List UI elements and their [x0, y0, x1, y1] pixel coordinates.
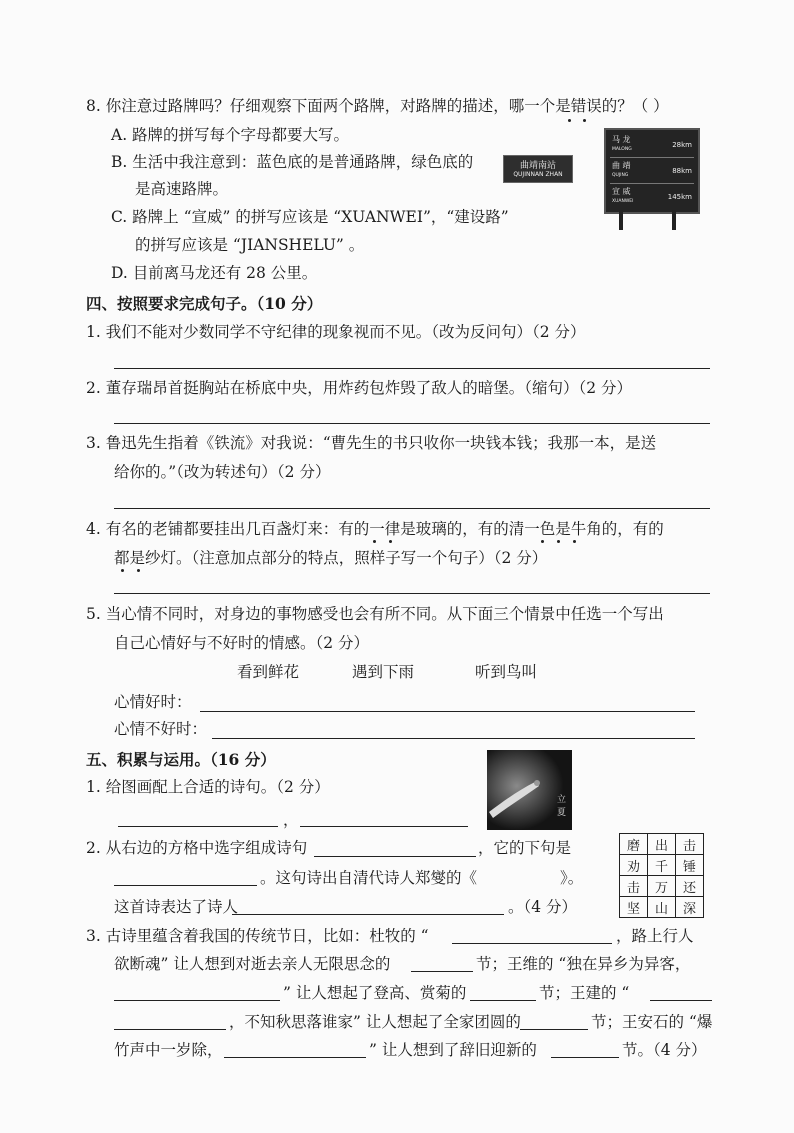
sec5-q3-part4: 节；王维的 “独在异乡为异客，	[476, 955, 691, 973]
sign-place-pinyin: MALONG	[612, 147, 632, 152]
answer-line[interactable]	[118, 826, 278, 827]
emphasis-dot	[389, 540, 392, 543]
q8-option-d: D. 目前离马龙还有 28 公里。	[111, 264, 318, 282]
grid-cell[interactable]: 千	[648, 855, 676, 876]
sec4-q3-line1: 3. 鲁迅先生指着《铁流》对我说：“曹先生的书只收你一块钱本钱；我那一本，是送	[86, 434, 657, 452]
grid-row	[620, 834, 704, 855]
scene-option: 遇到下雨	[352, 663, 415, 681]
answer-line[interactable]	[212, 738, 695, 739]
sign-distance: 88km	[672, 167, 692, 175]
sec5-q2-part4: 》。	[560, 869, 584, 887]
sec4-q5-line2: 自己心情好与不好时的情感。（2 分）	[114, 634, 370, 652]
sec5-q3-part11: 节。（4 分）	[622, 1041, 707, 1059]
answer-line[interactable]	[114, 1029, 226, 1030]
sec5-q3-part3: 欲断魂” 让人想到对逝去亲人无限思念的	[114, 955, 391, 973]
grid-cell[interactable]: 深	[676, 897, 704, 918]
answer-line[interactable]	[114, 508, 710, 509]
q8-stem: 8. 你注意过路牌吗？仔细观察下面两个路牌，对路牌的描述，哪一个是错误的？（ ）	[86, 97, 669, 115]
sec5-q2-part2: ，它的下句是	[478, 839, 572, 857]
poem-photo	[487, 750, 572, 830]
sec4-q3-line2: 给你的。”（改为转述句）（2 分）	[114, 463, 331, 481]
sign-place-pinyin: QUJING	[612, 173, 629, 178]
emphasis-dot	[573, 540, 576, 543]
sec5-q2-part1: 2. 从右边的方格中选字组成诗句	[86, 839, 308, 857]
grid-cell[interactable]: 击	[620, 876, 648, 897]
sec4-q4-line1: 4. 有名的老铺都要挂出几百盏灯来：有的一律是玻璃的，有的清一色是牛角的，有的	[86, 520, 664, 538]
grid-cell[interactable]: 击	[676, 834, 704, 855]
sec5-q2-part3: 。这句诗出自清代诗人郑燮的《	[260, 869, 478, 887]
answer-line[interactable]	[520, 1029, 588, 1030]
answer-line[interactable]	[224, 1057, 366, 1058]
q8-option-a: A. 路牌的拼写每个字母都要大写。	[111, 126, 350, 144]
sec5-q3-part7: ，不知秋思落谁家” 让人想起了全家团圆的	[229, 1013, 521, 1031]
road-sign-small	[503, 155, 573, 183]
grid-row	[620, 897, 704, 918]
grid-cell[interactable]: 还	[676, 876, 704, 897]
emphasis-dot	[373, 540, 376, 543]
sec5-q3-part1: 3. 古诗里蕴含着我国的传统节日，比如：杜牧的 “	[86, 927, 429, 945]
emphasis-dot	[121, 569, 124, 572]
road-sign-big	[604, 128, 700, 214]
answer-line[interactable]	[114, 368, 710, 369]
q8-option-b-line2: 是高速路牌。	[135, 180, 229, 198]
answer-line[interactable]	[300, 826, 468, 827]
emphasis-dot	[557, 540, 560, 543]
grid-cell[interactable]: 劝	[620, 855, 648, 876]
sec5-q3-part5: ” 让人想起了登高、赏菊的	[283, 984, 467, 1002]
answer-line[interactable]	[650, 1000, 712, 1001]
sec4-q4-line2: 都是纱灯。（注意加点部分的特点，照样子写一个句子）（2 分）	[114, 549, 548, 567]
grid-cell[interactable]: 出	[648, 834, 676, 855]
grid-cell[interactable]: 锤	[676, 855, 704, 876]
section-4-title: 四、按照要求完成句子。（10 分）	[86, 294, 323, 313]
sec4-q2: 2. 董存瑞昂首挺胸站在桥底中央，用炸药包炸毁了敌人的暗堡。（缩句）（2 分）	[86, 379, 633, 397]
q8-option-b-line1: B. 生活中我注意到：蓝色底的是普通路牌，绿色底的	[111, 153, 474, 171]
good-mood-label: 心情好时：	[114, 693, 192, 711]
answer-line[interactable]	[232, 914, 504, 915]
scene-option: 看到鲜花	[237, 663, 300, 681]
emphasis-dot	[541, 540, 544, 543]
answer-line[interactable]	[114, 885, 257, 886]
sign-place-pinyin: XUANWEI	[612, 199, 634, 204]
sec4-q5-line1: 5. 当心情不同时，对身边的事物感受也会有所不同。从下面三个情景中任选一个写出	[86, 605, 664, 623]
sign-row	[610, 133, 694, 158]
sec5-q3-part6: 节；王建的 “	[539, 984, 630, 1002]
sign-place-name: 马 龙	[612, 135, 631, 144]
answer-line[interactable]	[470, 1000, 536, 1001]
sign-small-pinyin: QUJINNAN ZHAN	[513, 171, 563, 178]
sign-small-name: 曲靖南站	[519, 161, 556, 171]
sign-distance: 28km	[672, 141, 692, 149]
grid-cell[interactable]: 万	[648, 876, 676, 897]
scene-option: 听到鸟叫	[475, 663, 538, 681]
answer-line[interactable]	[200, 711, 695, 712]
sec5-q3-part10: ” 让人想到了辞旧迎新的	[369, 1041, 537, 1059]
sec5-q2-part6: 。（4 分）	[508, 898, 578, 916]
photo-caption: 立夏	[557, 795, 567, 818]
sign-place-name: 曲 靖	[612, 161, 631, 170]
sign-distance: 145km	[667, 193, 692, 201]
sign-place-name: 宣 威	[612, 187, 631, 196]
sign-post	[619, 210, 623, 230]
emphasis-dot	[137, 569, 140, 572]
sec5-q2-part5: 这首诗表达了诗人	[114, 898, 239, 916]
grid-cell[interactable]: 磨	[620, 834, 648, 855]
sec5-q3-part8: 节；王安石的 “爆	[591, 1013, 713, 1031]
q8-option-c-line2: 的拼写应该是 “JIANSHELU” 。	[135, 236, 365, 254]
answer-line[interactable]	[551, 1057, 619, 1058]
answer-line[interactable]	[314, 856, 476, 857]
sign-post	[672, 210, 676, 230]
emphasis-dot	[583, 119, 586, 122]
emphasis-dot	[568, 119, 571, 122]
comma: ，	[283, 811, 299, 829]
section-5-title: 五、积累与运用。（16 分）	[86, 750, 276, 769]
grid-row	[620, 855, 704, 876]
answer-line[interactable]	[411, 971, 473, 972]
answer-line[interactable]	[114, 423, 710, 424]
sign-row	[610, 159, 694, 184]
photo-image	[487, 750, 572, 830]
sec5-q1: 1. 给图画配上合适的诗句。（2 分）	[86, 778, 330, 796]
sec4-q1: 1. 我们不能对少数同学不守纪律的现象视而不见。（改为反问句）（2 分）	[86, 323, 586, 341]
sec5-q3-part2: ，路上行人	[616, 927, 694, 945]
answer-line[interactable]	[114, 593, 710, 594]
sign-row	[610, 185, 694, 209]
answer-line[interactable]	[114, 1000, 280, 1001]
bad-mood-label: 心情不好时：	[114, 720, 208, 738]
answer-line[interactable]	[452, 943, 612, 944]
sec5-q3-part9: 竹声中一岁除，	[114, 1041, 223, 1059]
grid-cell[interactable]: 山	[648, 897, 676, 918]
q8-option-c-line1: C. 路牌上 “宣威” 的拼写应该是 “XUANWEI”，“建设路”	[111, 208, 509, 226]
grid-cell[interactable]: 坚	[620, 897, 648, 918]
grid-row	[620, 876, 704, 897]
character-grid	[619, 833, 704, 918]
